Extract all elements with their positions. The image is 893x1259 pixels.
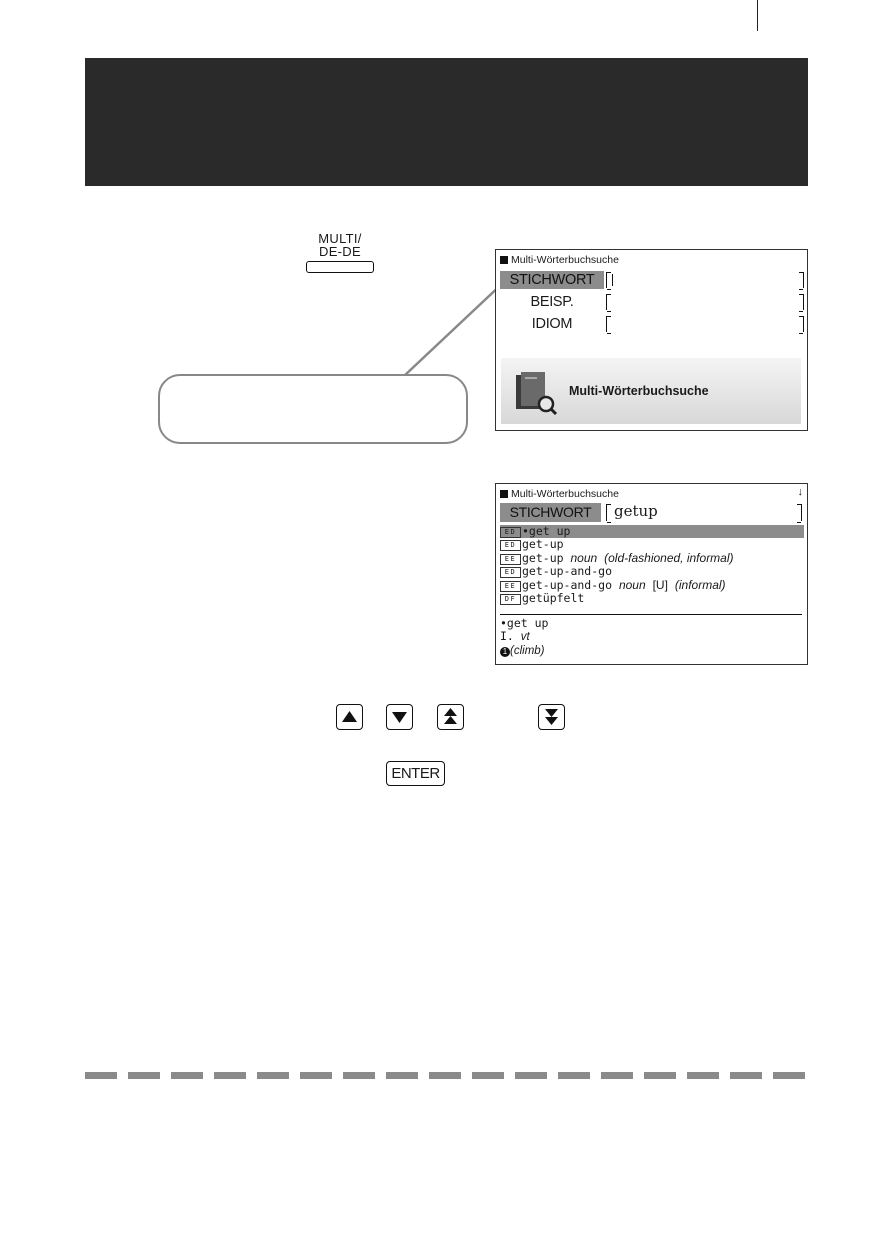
entry-word: get-up (522, 550, 564, 565)
preview-sense (500, 644, 548, 658)
field-label-beisp[interactable]: BEISP. (530, 294, 574, 310)
results-list (500, 525, 804, 605)
stichwort-input-value: getup (614, 502, 658, 520)
dictionary-tag: ED (500, 540, 521, 551)
page-up-key[interactable] (437, 704, 464, 730)
stichwort-input[interactable] (606, 504, 802, 521)
screen-title-text: Multi-Wörterbuchsuche (511, 488, 619, 500)
field-label-stichwort[interactable]: STICHWORT (500, 503, 601, 522)
callout-bubble (158, 374, 468, 444)
dictionary-tag: EE (500, 554, 521, 565)
entry-word: get-up-and-go (522, 564, 613, 579)
multi-key-label-2: DE-DE (319, 244, 361, 259)
entry-word: getüpfelt (522, 590, 585, 605)
text-cursor (612, 274, 613, 286)
page-down-icon (539, 705, 564, 729)
list-item[interactable] (500, 592, 804, 605)
dictionary-tag: ED (500, 567, 521, 578)
entry-pos: noun (618, 577, 646, 592)
stichwort-input[interactable] (606, 272, 804, 288)
list-item[interactable] (500, 538, 804, 551)
idiom-input[interactable] (606, 316, 804, 332)
screen-title-text: Multi-Wörterbuchsuche (511, 254, 619, 266)
square-bullet-icon (500, 256, 508, 264)
entry-note: (old-fashioned, informal) (604, 550, 734, 565)
enter-key[interactable]: ENTER (386, 761, 445, 786)
device-screen-search-form (495, 249, 808, 431)
dictionary-tag: EE (500, 581, 521, 592)
screen-title (500, 488, 619, 500)
sense-number-icon: 1 (500, 647, 510, 657)
entry-pos: noun (570, 550, 598, 565)
preview-sense-group (500, 630, 548, 644)
banner-label: Multi-Wörterbuchsuche (569, 384, 709, 398)
multi-search-banner (501, 358, 801, 424)
device-screen-results (495, 483, 808, 665)
down-arrow-key[interactable] (386, 704, 413, 730)
up-arrow-key[interactable] (336, 704, 363, 730)
dictionary-tag: ED (500, 527, 521, 538)
roman-numeral: I. (500, 629, 514, 643)
dashed-separator (85, 1072, 808, 1079)
entry-word: get-up (522, 537, 564, 552)
dictionary-tag: DF (500, 594, 521, 605)
list-item[interactable] (500, 525, 804, 538)
preview-headword: •get up (500, 616, 549, 630)
page-down-key[interactable] (538, 704, 565, 730)
up-triangle-icon (337, 705, 362, 729)
square-bullet-icon (500, 490, 508, 498)
sense-text: (climb) (510, 645, 545, 657)
screen-title (500, 254, 619, 266)
entry-word: •get up (522, 524, 571, 538)
beisp-input[interactable] (606, 294, 804, 310)
list-item[interactable] (500, 552, 804, 565)
down-triangle-icon (387, 705, 412, 729)
list-item[interactable] (500, 579, 804, 592)
book-search-icon (513, 371, 557, 415)
field-label-idiom[interactable]: IDIOM (531, 316, 573, 332)
list-item[interactable] (500, 565, 804, 578)
entry-preview (500, 617, 548, 658)
entry-note: (informal) (674, 577, 726, 592)
pos-label: vt (520, 631, 530, 643)
scroll-down-indicator-icon: ↓ (797, 486, 803, 498)
entry-grammar: [U] (652, 577, 668, 592)
page-up-icon (438, 705, 463, 729)
field-label-stichwort[interactable]: STICHWORT (500, 271, 604, 289)
multi-key-label-1: MULTI/ (318, 231, 362, 246)
entry-word: get-up-and-go (522, 577, 613, 592)
preview-divider (500, 614, 802, 615)
